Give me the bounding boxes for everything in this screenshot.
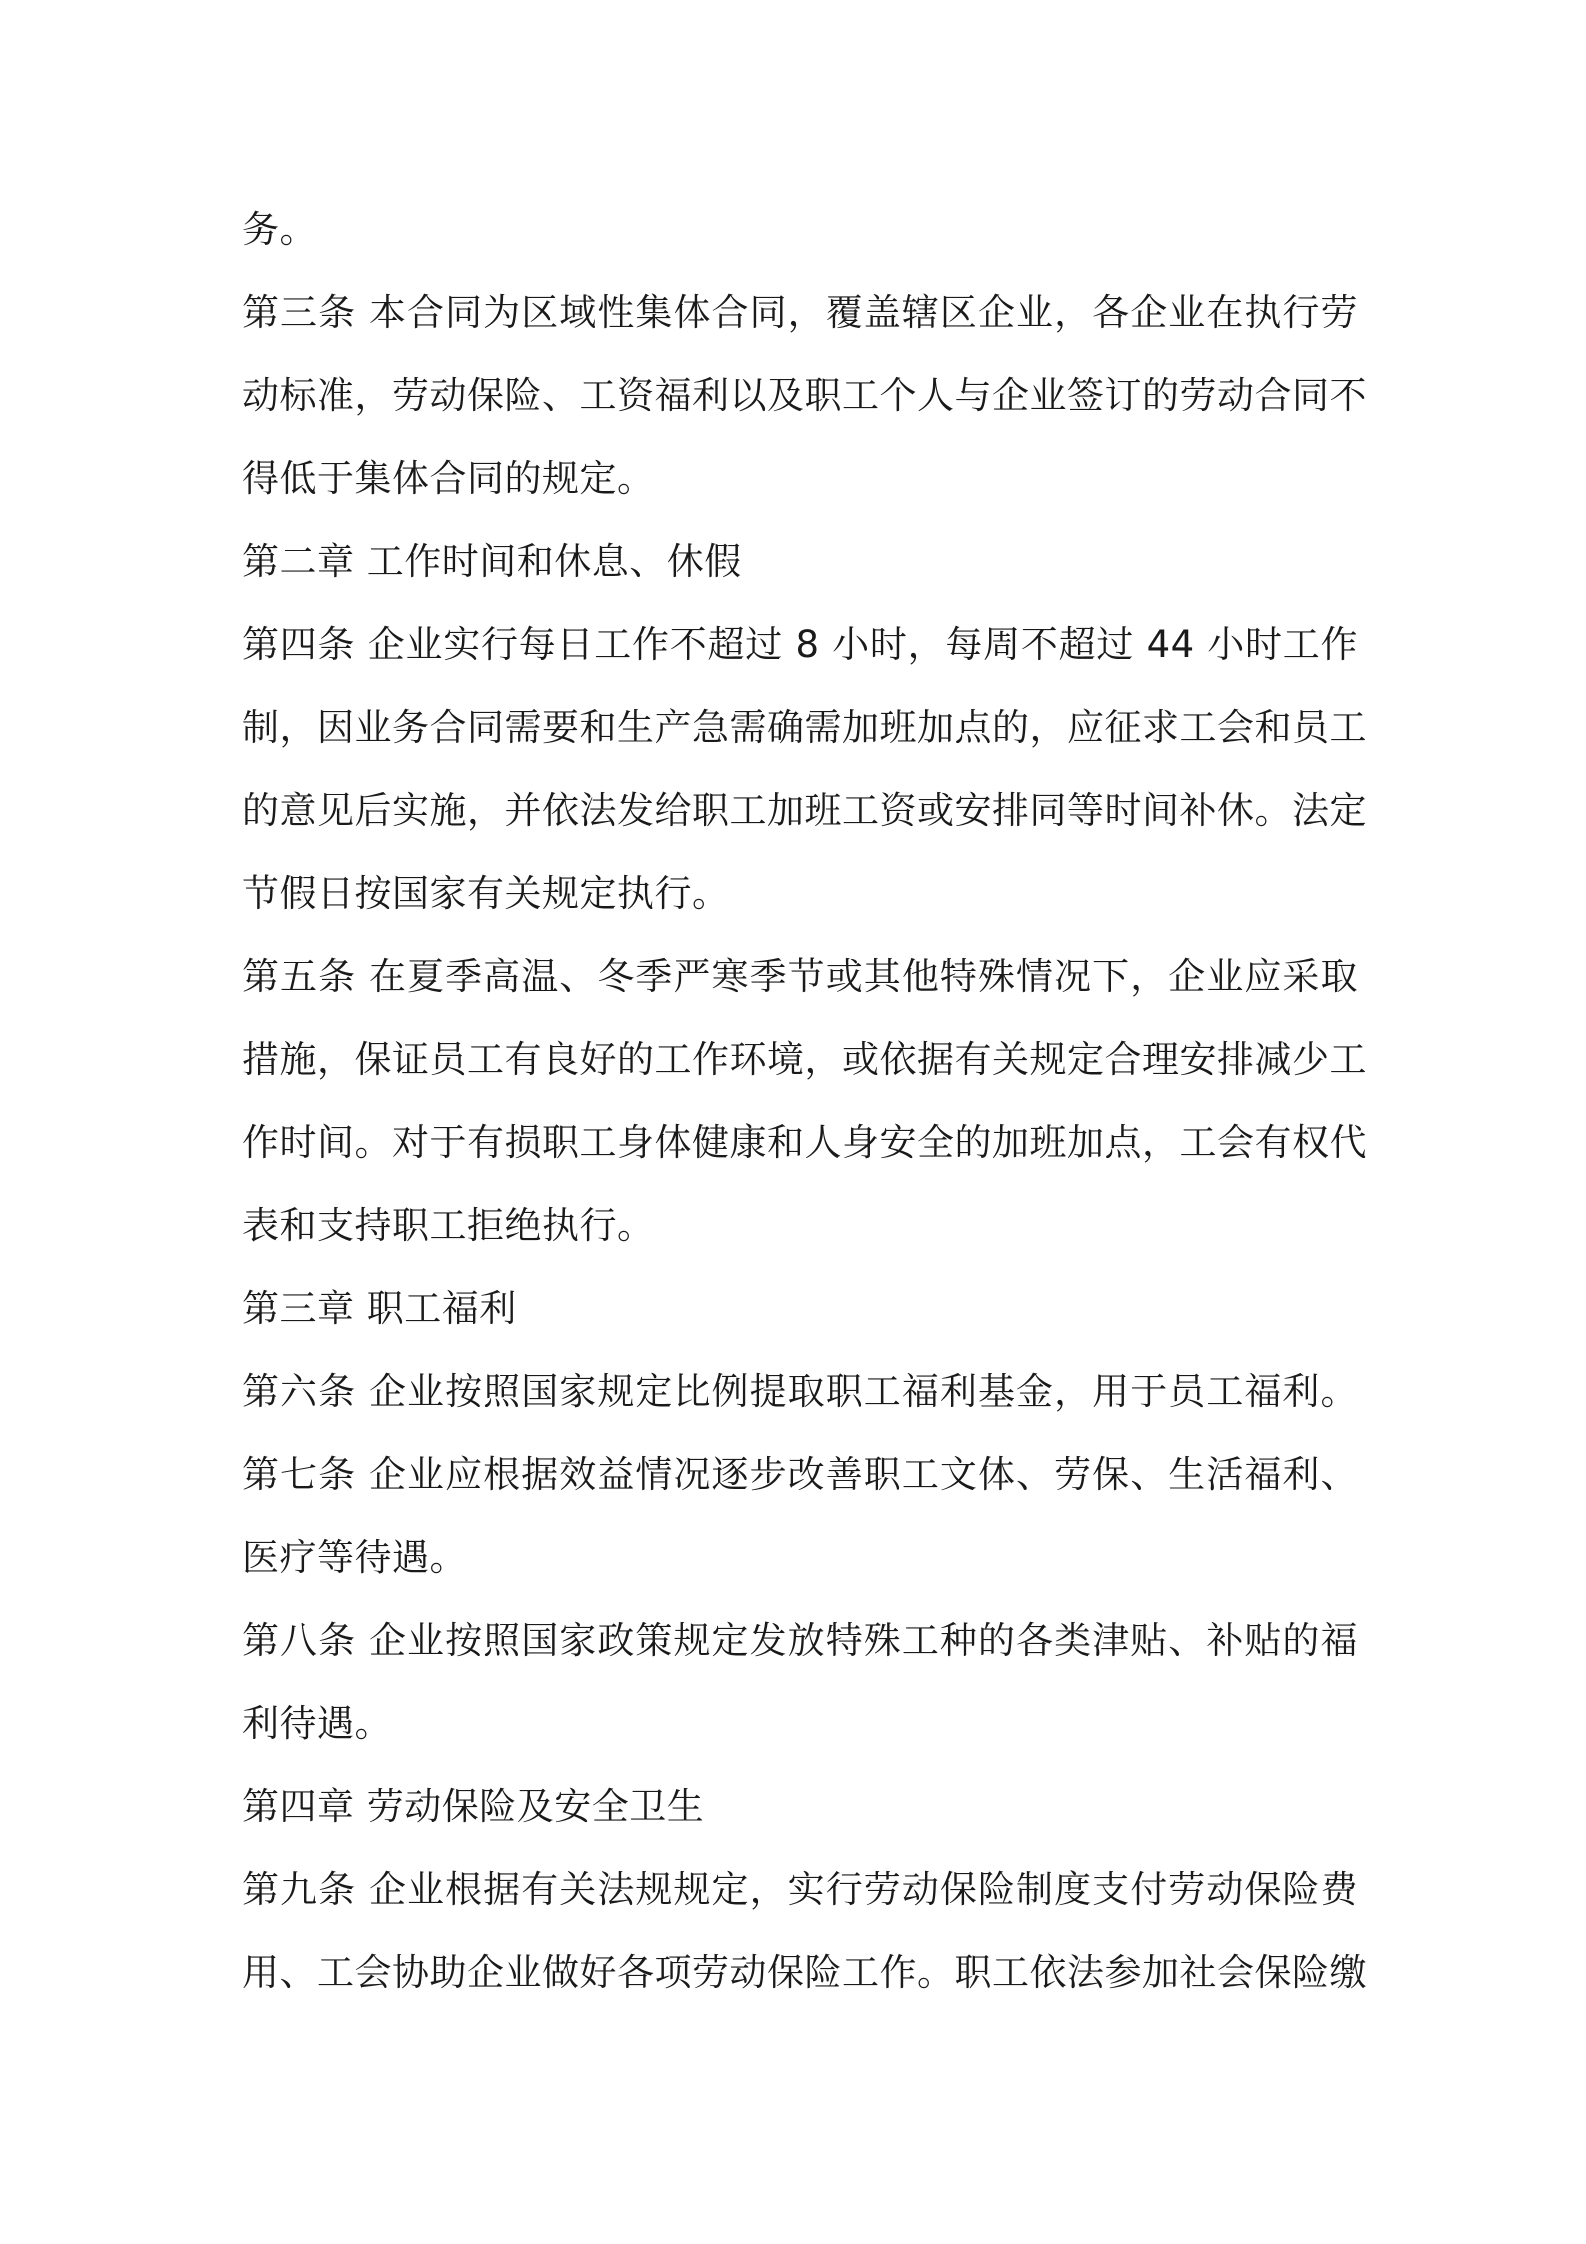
article-8-line: 利待遇。	[242, 1702, 392, 1745]
article-3-line: 得低于集体合同的规定。	[242, 457, 655, 500]
chapter-2-heading: 第二章 工作时间和休息、休假	[242, 540, 742, 583]
chapter-4-heading: 第四章 劳动保险及安全卫生	[242, 1785, 705, 1828]
article-9-line: 第九条 企业根据有关法规规定，实行劳动保险制度支付劳动保险费	[242, 1868, 1358, 1911]
article-5-line: 表和支持职工拒绝执行。	[242, 1204, 655, 1247]
article-4-line: 制，因业务合同需要和生产急需确需加班加点的，应征求工会和员工	[242, 706, 1367, 749]
article-8-line: 第八条 企业按照国家政策规定发放特殊工种的各类津贴、补贴的福	[242, 1619, 1358, 1662]
article-4-line: 第四条 企业实行每日工作不超过 8 小时，每周不超过 44 小时工作	[242, 623, 1358, 666]
article-5-line: 第五条 在夏季高温、冬季严寒季节或其他特殊情况下，企业应采取	[242, 955, 1358, 998]
chapter-3-heading: 第三章 职工福利	[242, 1287, 517, 1330]
article-3-line: 动标准，劳动保险、工资福利以及职工个人与企业签订的劳动合同不	[242, 374, 1367, 417]
article-6-line: 第六条 企业按照国家规定比例提取职工福利基金，用于员工福利。	[242, 1370, 1358, 1413]
article-7-line: 医疗等待遇。	[242, 1536, 467, 1579]
article-5-line: 措施，保证员工有良好的工作环境，或依据有关规定合理安排减少工	[242, 1038, 1367, 1081]
text-line: 务。	[242, 208, 317, 251]
article-7-line: 第七条 企业应根据效益情况逐步改善职工文体、劳保、生活福利、	[242, 1453, 1358, 1496]
article-4-line: 节假日按国家有关规定执行。	[242, 872, 730, 915]
article-3-line: 第三条 本合同为区域性集体合同，覆盖辖区企业，各企业在执行劳	[242, 291, 1358, 334]
article-4-line: 的意见后实施，并依法发给职工加班工资或安排同等时间补休。法定	[242, 789, 1367, 832]
article-5-line: 作时间。对于有损职工身体健康和人身安全的加班加点，工会有权代	[242, 1121, 1367, 1164]
article-9-line: 用、工会协助企业做好各项劳动保险工作。职工依法参加社会保险缴	[242, 1951, 1367, 1994]
document-body	[242, 188, 1367, 2014]
